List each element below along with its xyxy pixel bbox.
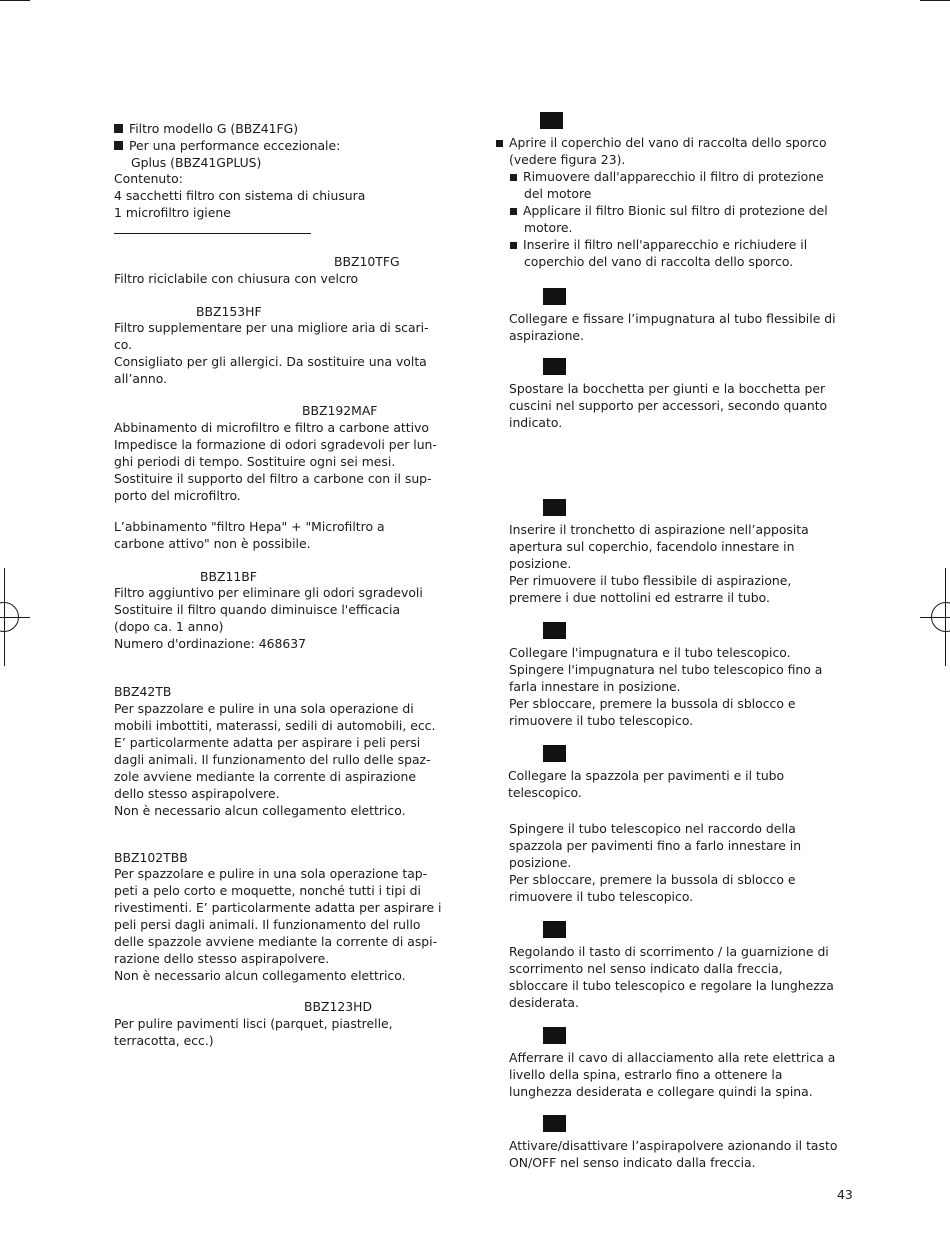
bullet-square-icon — [114, 124, 123, 133]
sub-bullet-item: Inserire il filtro nell'apparecchio e richiudere il — [496, 236, 828, 253]
registration-mark-left — [0, 602, 19, 632]
step8-text: Afferrare il cavo di allacciamento alla rete elettrica a livello della spina, estrarlo fino a ottenere la lunghezza desiderata e collegare quindi la spina. — [509, 1050, 836, 1099]
step6-text-b: Spingere il tubo telescopico nel raccordo della spazzola per pavimenti fino a farlo innestare in posizione. Per sbloccare, premere la bussola di sblocco e rimuovere il tubo telescopico. — [509, 821, 802, 904]
text-bbz11bf: Filtro aggiuntivo per eliminare gli odori sgradevoli Sostituire il filtro quando diminuisce l'efficacia (dopo ca. 1 anno) Numero d'ordinazione: 468637 — [114, 585, 423, 651]
text-bbz10tfg: Filtro riciclabile con chiusura con velcro — [114, 271, 359, 286]
crop-mark-tl — [0, 0, 30, 1]
code-bbz42tb: BBZ42TB — [114, 684, 172, 699]
step4-text: Inserire il tronchetto di aspirazione nell’apposita apertura sul coperchio, facendolo innestare in posizione. Per rimuovere il tubo flessibile di aspirazione, premere i due nottolini ed estrarre il tubo. — [509, 522, 809, 605]
text-bbz42tb: Per spazzolare e pulire in una sola operazione di mobili imbottiti, materassi, sedili di automobili, ecc. E’ particolarmente adatta per aspirare i peli persi dagli animali. Il funzionamento del rullo delle spaz- zole avviene mediante la corrente di aspirazione dello stesso aspirapolvere. Non è necessario alcun collegamento elettrico. — [114, 701, 436, 818]
figure-box-step8 — [543, 1027, 566, 1044]
note-bbz192maf: L’abbinamento "filtro Hepa" + "Microfiltro a carbone attivo" non è possibile. — [114, 519, 385, 551]
step1-block: Aprire il coperchio del vano di raccolta dello sporco (vedere figura 23). Rimuovere dall'apparecchio il filtro di protezione del motore Applicare il filtro Bionic sul filtro di protezione del motore. Inserire il filtro nell'apparecchio e richiudere il coperchio del vano di raccolta dello sporco. — [496, 134, 828, 270]
figure-box-step2 — [543, 288, 566, 305]
bullet-item: Aprire il coperchio del vano di raccolta dello sporco — [496, 134, 828, 151]
figure-box-step9 — [543, 1115, 566, 1132]
bullet-square-icon — [496, 140, 503, 147]
contents-block: Contenuto: 4 sacchetti filtro con sistema di chiusura 1 microfiltro igiene — [114, 171, 366, 220]
figure-box-step7 — [543, 921, 566, 938]
code-bbz11bf: BBZ11BF — [200, 569, 257, 584]
figure-box-step5 — [543, 622, 566, 639]
text-bbz153hf: Filtro supplementare per una migliore aria di scari- co. Consigliato per gli allergici. Da sostituire una volta all’anno. — [114, 320, 429, 386]
bullet-item: Filtro modello G (BBZ41FG) — [114, 120, 340, 137]
text-bbz123hd: Per pulire pavimenti lisci (parquet, piastrelle, terracotta, ecc.) — [114, 1016, 393, 1048]
step5-text: Collegare l'impugnatura e il tubo telescopico. Spingere l'impugnatura nel tubo telescopico fino a farla innestare in posizione. Per sbloccare, premere la bussola di sblocco e rimuovere il tubo telescopico. — [509, 645, 823, 728]
sub-bullet-item: Rimuovere dall'apparecchio il filtro di protezione — [496, 168, 828, 185]
sub-bullet-item: Applicare il filtro Bionic sul filtro di protezione del — [496, 202, 828, 219]
step6-text-a: Collegare la spazzola per pavimenti e il tubo telescopico. — [508, 768, 785, 800]
bullet-square-icon — [114, 141, 123, 150]
bullet-square-icon — [510, 208, 517, 215]
bullet-square-icon — [510, 174, 517, 181]
figure-box-step1 — [540, 112, 563, 129]
step3-text: Spostare la bocchetta per giunti e la bocchetta per cuscini nel supporto per accessori, secondo quanto indicato. — [509, 381, 828, 430]
code-bbz102tbb: BBZ102TBB — [114, 850, 188, 865]
bullet-item: Per una performance eccezionale: — [114, 137, 340, 154]
text-bbz192maf: Abbinamento di microfiltro e filtro a carbone attivo Impedisce la formazione di odori sgradevoli per lun- ghi periodi di tempo. Sostituire ogni sei mesi. Sostituire il supporto del filtro a carbone con il sup- porto del microfiltro. — [114, 420, 437, 503]
figure-box-step6 — [543, 745, 566, 762]
registration-mark-right — [931, 602, 950, 632]
bullet-square-icon — [510, 242, 517, 249]
figure-box-step3 — [543, 358, 566, 375]
section-divider — [114, 233, 311, 234]
code-bbz123hd: BBZ123HD — [304, 999, 372, 1014]
intro-bullets: Filtro modello G (BBZ41FG) Per una performance eccezionale: Gplus (BBZ41GPLUS) — [114, 120, 340, 171]
step7-text: Regolando il tasto di scorrimento / la guarnizione di scorrimento nel senso indicato dalla freccia, sbloccare il tubo telescopico e regolare la lunghezza desiderata. — [509, 944, 834, 1010]
crop-mark-tr — [920, 0, 950, 1]
page-number: 43 — [837, 1187, 853, 1202]
code-bbz192maf: BBZ192MAF — [302, 403, 378, 418]
step2-text: Collegare e fissare l’impugnatura al tubo flessibile di aspirazione. — [509, 311, 836, 343]
text-bbz102tbb: Per spazzolare e pulire in una sola operazione tap- peti a pelo corto e moquette, nonché tutti i tipi di rivestimenti. E’ particolarmente adatta per aspirare i peli persi dagli animali. Il funzionamento del rullo delle spazzole avviene mediante la corrente di aspi- razione dello stesso aspirapolvere. Non è necessario alcun collegamento elettrico. — [114, 866, 442, 983]
code-bbz10tfg: BBZ10TFG — [334, 254, 400, 269]
code-bbz153hf: BBZ153HF — [196, 304, 262, 319]
step9-text: Attivare/disattivare l’aspirapolvere azionando il tasto ON/OFF nel senso indicato dalla freccia. — [509, 1138, 838, 1170]
figure-box-step4 — [543, 499, 566, 516]
